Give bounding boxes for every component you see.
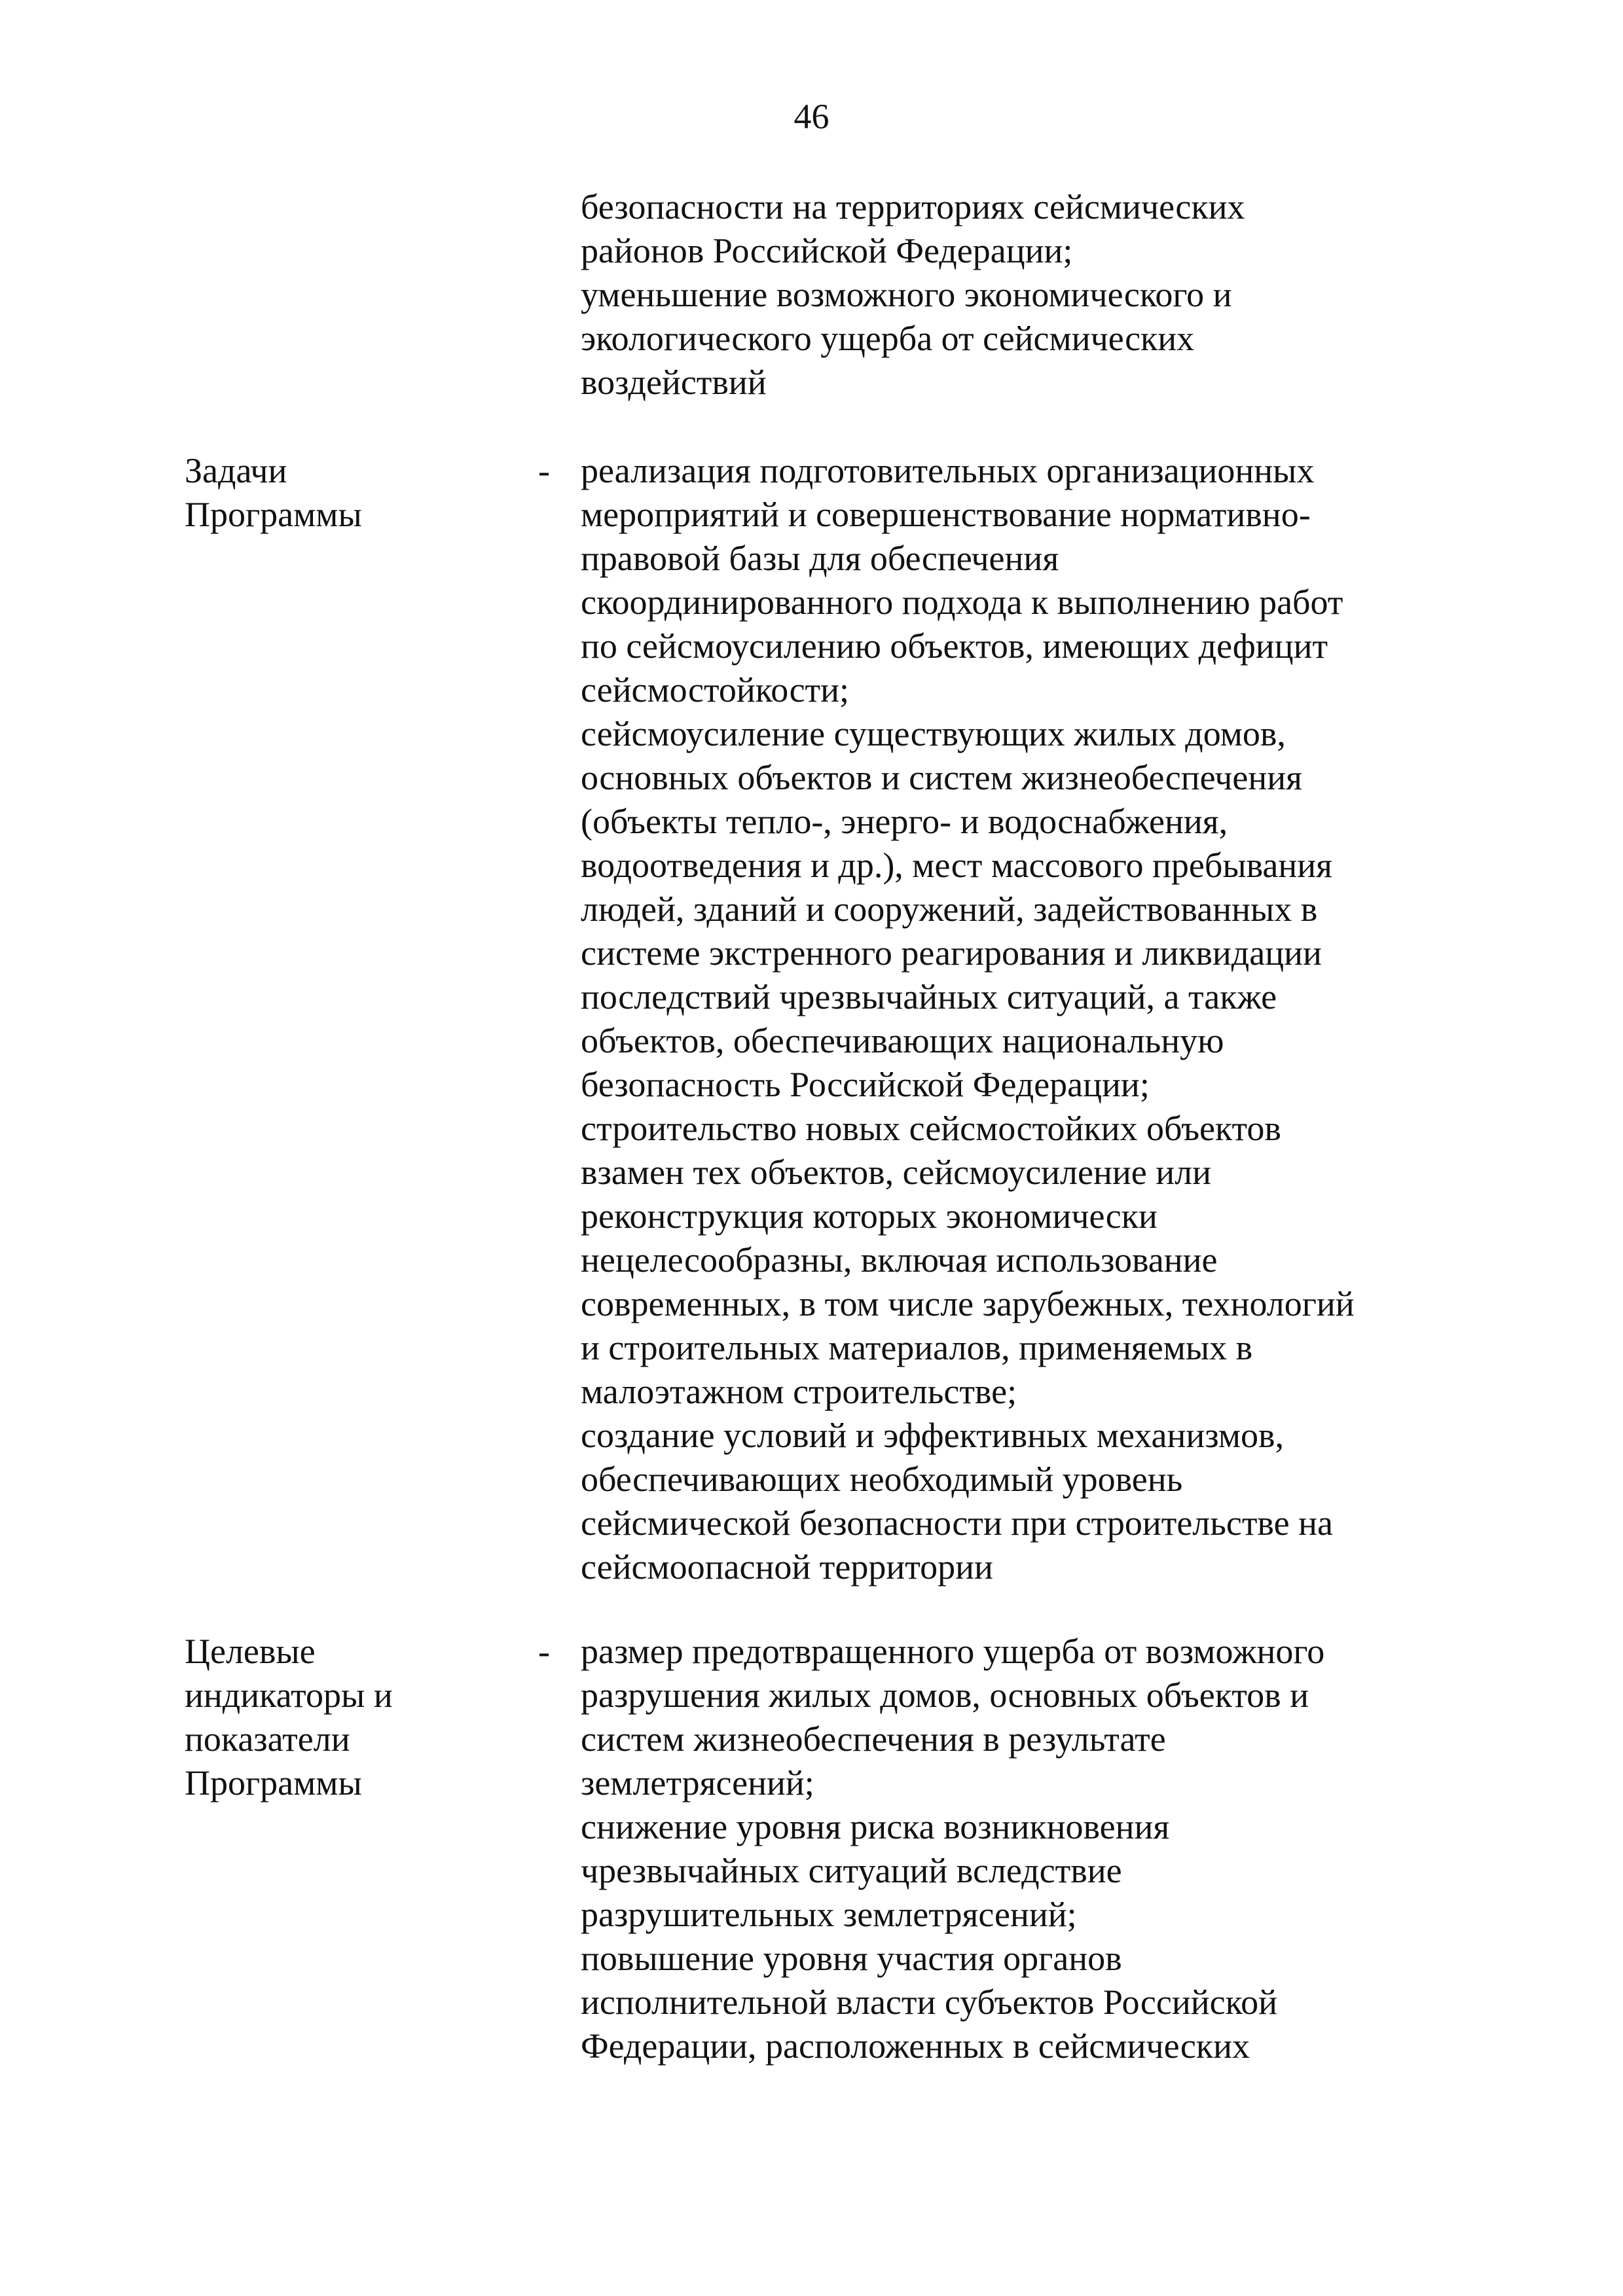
text-line: людей, зданий и сооружений, задействованных в bbox=[581, 889, 1318, 929]
text-line: разрушительных землетрясений; bbox=[581, 1895, 1077, 1934]
page-number: 46 bbox=[793, 97, 830, 136]
label-line: Задачи bbox=[185, 451, 287, 490]
label-line: индикаторы и bbox=[185, 1676, 393, 1715]
text-line: системе экстренного реагирования и ликвидации bbox=[581, 933, 1322, 973]
label-line: Целевые bbox=[185, 1632, 316, 1671]
continuation-text bbox=[581, 185, 1510, 404]
text-line: экологического ущерба от сейсмических bbox=[581, 319, 1195, 358]
text-line: объектов, обеспечивающих национальную bbox=[581, 1021, 1224, 1060]
section-label bbox=[185, 1630, 492, 1805]
section-text bbox=[581, 1630, 1510, 2068]
text-line: основных объектов и систем жизнеобеспечения bbox=[581, 758, 1303, 797]
text-line: создание условий и эффективных механизмов, bbox=[581, 1416, 1285, 1455]
text-line: сейсмостойкости; bbox=[581, 670, 850, 709]
text-line: снижение уровня риска возникновения bbox=[581, 1807, 1170, 1846]
section-dash: - bbox=[538, 1632, 550, 1671]
text-line: и строительных материалов, применяемых в bbox=[581, 1328, 1253, 1367]
text-line: районов Российской Федерации; bbox=[581, 231, 1073, 270]
text-line: (объекты тепло-, энерго- и водоснабжения, bbox=[581, 802, 1228, 841]
text-line: землетрясений; bbox=[581, 1763, 814, 1803]
label-line: показатели bbox=[185, 1719, 350, 1759]
section-label bbox=[185, 449, 492, 537]
text-line: воздействий bbox=[581, 363, 767, 402]
section-dash: - bbox=[538, 451, 550, 490]
text-line: взамен тех объектов, сейсмоусиление или bbox=[581, 1153, 1211, 1192]
text-line: современных, в том числе зарубежных, технологий bbox=[581, 1284, 1355, 1323]
text-line: мероприятий и совершенствование нормативно- bbox=[581, 495, 1311, 534]
text-line: безопасности на территориях сейсмических bbox=[581, 187, 1245, 226]
text-line: малоэтажном строительстве; bbox=[581, 1372, 1017, 1411]
section-text bbox=[581, 449, 1510, 1589]
text-line: реконструкция которых экономически bbox=[581, 1196, 1158, 1236]
text-line: разрушения жилых домов, основных объектов и bbox=[581, 1676, 1309, 1715]
text-line: реализация подготовительных организационных bbox=[581, 451, 1315, 490]
text-line: уменьшение возможного экономического и bbox=[581, 275, 1232, 314]
text-line: по сейсмоусилению объектов, имеющих дефицит bbox=[581, 626, 1328, 666]
text-line: правовой базы для обеспечения bbox=[581, 539, 1059, 578]
text-line: размер предотвращенного ущерба от возможного bbox=[581, 1632, 1325, 1671]
text-line: водоотведения и др.), мест массового пребывания bbox=[581, 846, 1333, 885]
text-line: скоординированного подхода к выполнению работ bbox=[581, 583, 1343, 622]
text-line: безопасность Российской Федерации; bbox=[581, 1065, 1150, 1104]
text-line: исполнительной власти субъектов Российской bbox=[581, 1982, 1277, 2022]
text-line: нецелесообразны, включая использование bbox=[581, 1240, 1218, 1280]
text-line: последствий чрезвычайных ситуаций, а также bbox=[581, 977, 1277, 1016]
text-line: сейсмоопасной территории bbox=[581, 1547, 993, 1587]
text-line: Федерации, расположенных в сейсмических bbox=[581, 2026, 1250, 2066]
label-line: Программы bbox=[185, 1763, 362, 1803]
text-line: систем жизнеобеспечения в результате bbox=[581, 1719, 1166, 1759]
text-line: повышение уровня участия органов bbox=[581, 1939, 1122, 1978]
text-line: чрезвычайных ситуаций вследствие bbox=[581, 1851, 1122, 1890]
text-line: сейсмической безопасности при строительстве на bbox=[581, 1503, 1333, 1543]
text-line: обеспечивающих необходимый уровень bbox=[581, 1460, 1183, 1499]
label-line: Программы bbox=[185, 495, 362, 534]
text-line: строительство новых сейсмостойких объектов bbox=[581, 1109, 1281, 1148]
text-line: сейсмоусиление существующих жилых домов, bbox=[581, 714, 1286, 753]
